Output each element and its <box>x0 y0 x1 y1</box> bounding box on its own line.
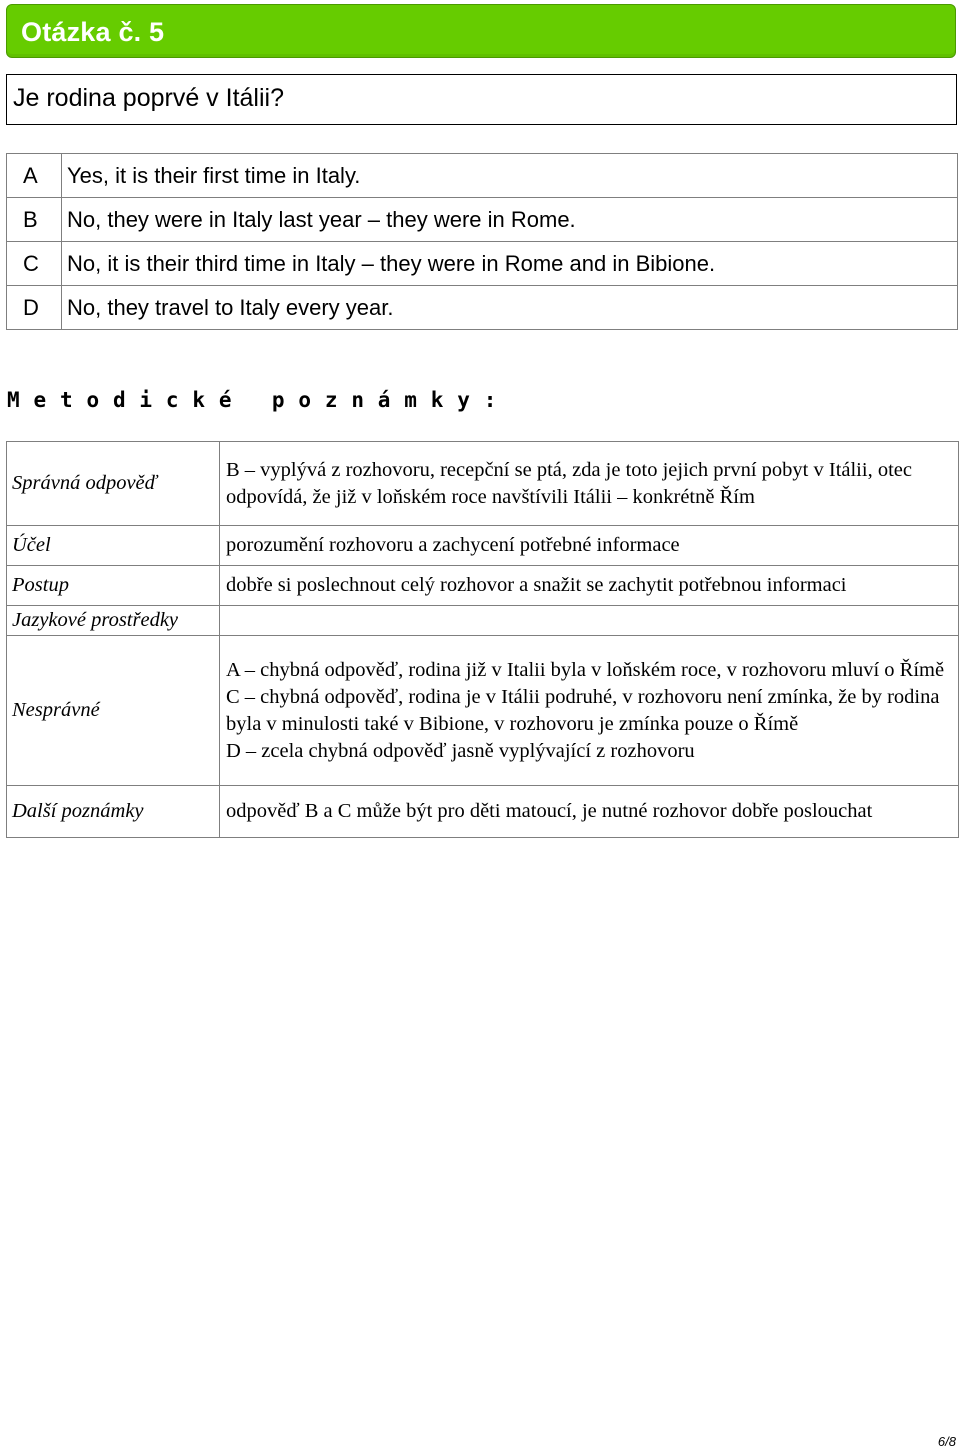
notes-label: Další poznámky <box>7 786 220 838</box>
answer-option-d <box>7 286 958 330</box>
methodical-notes-table <box>6 441 959 838</box>
notes-row-incorrect <box>7 636 959 786</box>
incorrect-note-c: C – chybná odpověď, rodina je v Itálii podruhé, v rozhovoru není zmínka, že by rodina byla v minulosti také v Bibione, v rozhovoru je zmínka pouze o Římě <box>226 685 940 735</box>
notes-label: Nesprávné <box>7 636 220 786</box>
answer-option-b <box>7 198 958 242</box>
notes-row-other-notes <box>7 786 959 838</box>
notes-value: dobře si poslechnout celý rozhovor a snažit se zachytit potřebnou informaci <box>220 566 959 606</box>
answer-text: No, they were in Italy last year – they were in Rome. <box>62 198 958 242</box>
answer-letter: A <box>7 154 62 198</box>
notes-label: Správná odpověď <box>7 442 220 526</box>
notes-row-correct-answer <box>7 442 959 526</box>
notes-row-language-means <box>7 606 959 636</box>
notes-label: Jazykové prostředky <box>7 606 220 636</box>
notes-row-purpose <box>7 526 959 566</box>
question-box <box>6 74 957 125</box>
answer-text: Yes, it is their first time in Italy. <box>62 154 958 198</box>
question-text: Je rodina poprvé v Itálii? <box>13 84 284 112</box>
incorrect-note-d: D – zcela chybná odpověď jasně vyplývající z rozhovoru <box>226 739 695 762</box>
answer-letter: C <box>7 242 62 286</box>
notes-label: Postup <box>7 566 220 606</box>
question-header <box>6 4 956 58</box>
methodical-notes-heading: M e t o d i c k é p o z n á m k y : <box>7 388 497 412</box>
answer-letter: D <box>7 286 62 330</box>
question-number-title: Otázka č. 5 <box>21 17 165 47</box>
answer-option-c <box>7 242 958 286</box>
notes-row-procedure <box>7 566 959 606</box>
notes-value: B – vyplývá z rozhovoru, recepční se ptá, zda je toto jejich první pobyt v Itálii, otec odpovídá, že již v loňském roce navštívili Itálii – konkrétně Řím <box>220 442 959 526</box>
notes-value: odpověď B a C může být pro děti matoucí, je nutné rozhovor dobře poslouchat <box>220 786 959 838</box>
answer-text: No, they travel to Italy every year. <box>62 286 958 330</box>
notes-label: Účel <box>7 526 220 566</box>
answer-letter: B <box>7 198 62 242</box>
answer-text: No, it is their third time in Italy – they were in Rome and in Bibione. <box>62 242 958 286</box>
page-number: 6/8 <box>937 1434 956 1449</box>
notes-value <box>220 636 959 786</box>
notes-value: porozumění rozhovoru a zachycení potřebné informace <box>220 526 959 566</box>
answer-options-table <box>6 153 958 330</box>
incorrect-note-a: A – chybná odpověď, rodina již v Italii byla v loňském roce, v rozhovoru mluví o Římě <box>226 658 945 681</box>
notes-value <box>220 606 959 636</box>
answer-option-a <box>7 154 958 198</box>
